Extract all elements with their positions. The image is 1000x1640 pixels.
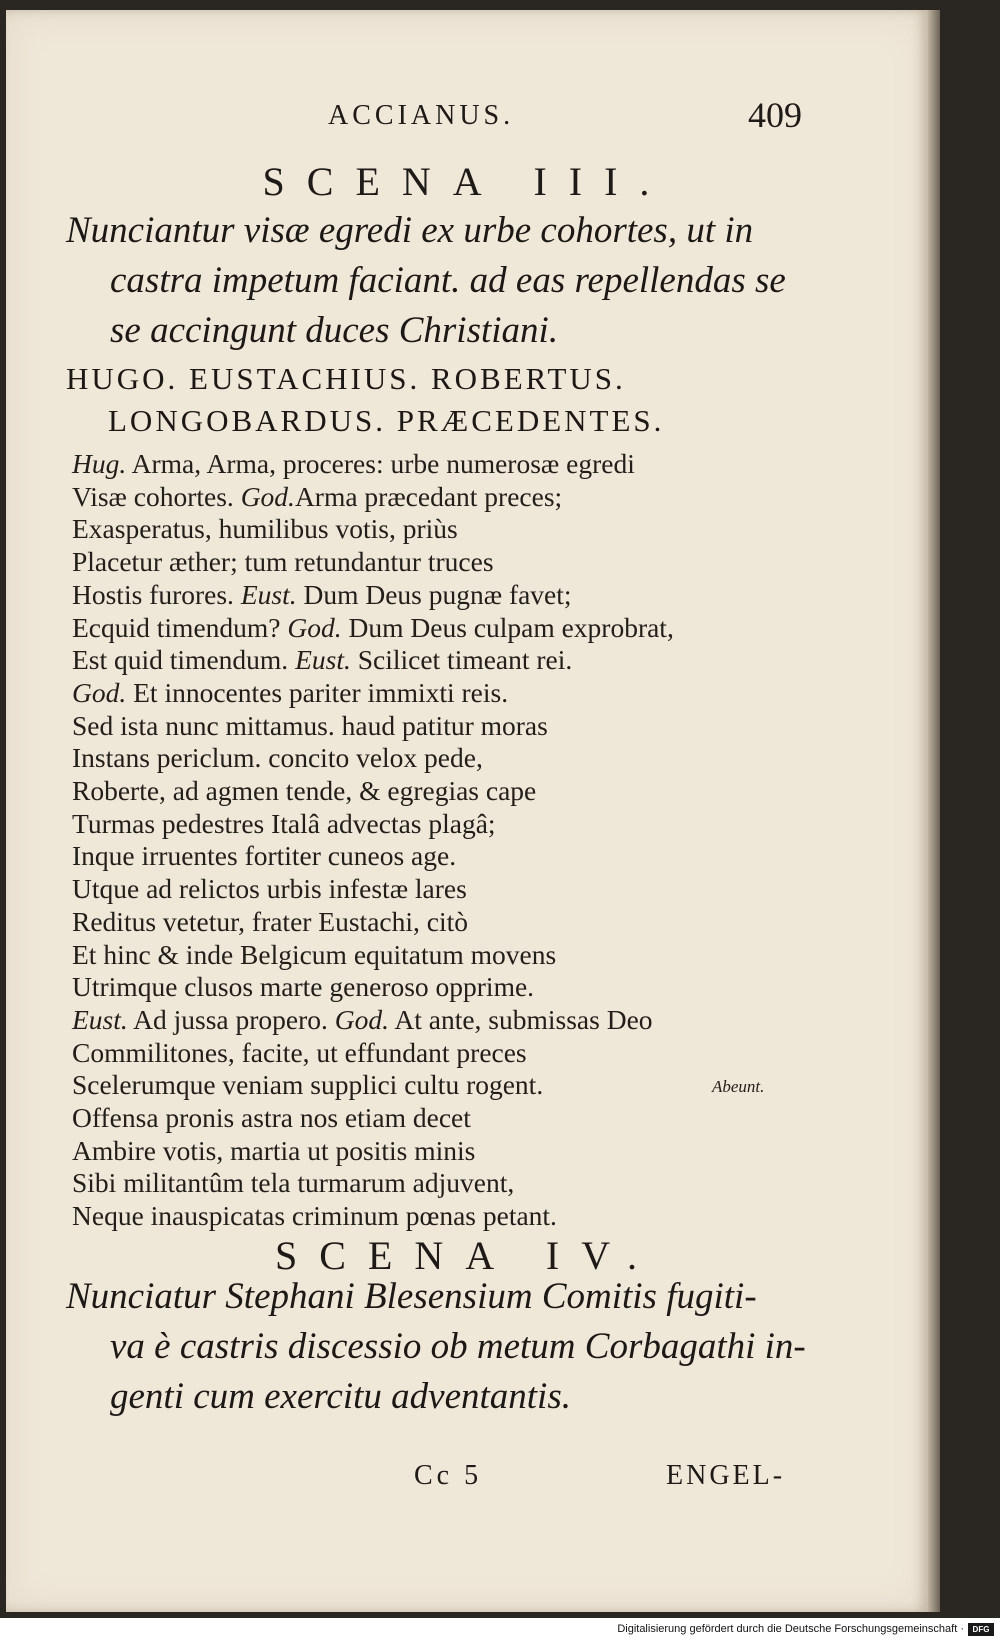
verse-text: Inque irruentes fortiter cuneos age. [72, 840, 457, 872]
verse-text: Utque ad relictos urbis infestæ lares [72, 873, 467, 905]
verse-text: Ecquid timendum? [72, 611, 288, 643]
argument-line: va è castris discessio ob metum Corbagathi in- [110, 1326, 806, 1367]
verse-line [72, 677, 832, 710]
verse-text: Scelerumque veniam supplici cultu rogent. [72, 1069, 544, 1101]
scene-heading-3: SCENA III. [262, 159, 672, 204]
verse-text: Hostis furores. [72, 578, 241, 610]
verse-text: Commilitones, facite, ut effundant preces [72, 1036, 527, 1068]
scene-argument-3 [66, 206, 826, 356]
verse-line [72, 513, 832, 546]
verse-text: Instans periclum. concito velox pede, [72, 742, 483, 774]
verse-text: Scilicet timeant rei. [350, 644, 573, 676]
verse-text: Arma, Arma, proceres: urbe numerosæ egredi [126, 448, 635, 479]
verse-text: Turmas pedestres Italâ advectas plagâ; [72, 807, 496, 839]
page-edge [928, 10, 940, 1612]
verse-line [72, 742, 832, 775]
running-title: ACCIANUS. [328, 100, 515, 131]
verse-line [72, 1004, 832, 1037]
scene-argument-4 [66, 1272, 826, 1422]
persons-line: HUGO. EUSTACHIUS. ROBERTUS. [66, 361, 626, 396]
verse-line [72, 808, 832, 841]
dfg-logo: DFG [968, 1623, 994, 1636]
verse-text: Dum Deus pugnæ favet; [296, 578, 572, 610]
verse-line [72, 612, 832, 645]
verse-line [72, 1200, 832, 1233]
verse-line [72, 644, 832, 677]
verse-line [72, 1037, 832, 1070]
verse-text: Neque inauspicatas criminum pœnas petant. [72, 1200, 557, 1232]
persons-line: LONGOBARDUS. PRÆCEDENTES. [108, 403, 665, 438]
verse-text: Dum Deus culpam exprobrat, [341, 611, 674, 643]
verse-text: Ad jussa propero. [127, 1003, 335, 1035]
book-page [6, 10, 928, 1612]
verse-line [72, 1167, 832, 1200]
scene-heading-4: SCENA IV. [275, 1233, 659, 1278]
speaker-name: Hug. [72, 448, 127, 479]
verse-line [72, 1069, 832, 1102]
argument-line: genti cum exercitu adventantis. [110, 1376, 571, 1417]
verse-block [72, 448, 832, 1233]
verse-text: Visæ cohortes. [72, 480, 241, 512]
verse-text: Est quid timendum. [72, 644, 296, 676]
verse-line [72, 448, 832, 481]
verse-text: Placetur æther; tum retundantur truces [72, 546, 494, 578]
speaker-name: God. [240, 480, 295, 512]
verse-line [72, 906, 832, 939]
verse-line [72, 939, 832, 972]
digitization-footer [0, 1620, 1000, 1640]
verse-text: Ambire votis, martia ut positis minis [72, 1134, 476, 1166]
verse-line [72, 546, 832, 579]
verse-text: At ante, submissas Deo [389, 1003, 653, 1035]
verse-line [72, 873, 832, 906]
catchword: ENGEL- [666, 1460, 786, 1491]
dramatis-personae [66, 358, 826, 442]
speaker-name: God. [72, 676, 127, 708]
verse-line [72, 840, 832, 873]
verse-text: Reditus vetetur, frater Eustachi, citò [72, 905, 468, 937]
verse-text: Offensa pronis astra nos etiam decet [72, 1102, 471, 1134]
verse-text: Exasperatus, humilibus votis, priùs [72, 513, 458, 545]
stage-direction: Abeunt. [712, 1077, 765, 1097]
verse-text: Arma præcedant preces; [294, 480, 563, 512]
verse-text: Sibi militantûm tela turmarum adjuvent, [72, 1167, 515, 1199]
verse-text: Sed ista nunc mittamus. haud patitur moras [72, 709, 548, 741]
verse-text: Et innocentes pariter immixti reis. [126, 676, 509, 708]
page-number: 409 [748, 95, 802, 135]
signature-mark: Cc 5 [414, 1460, 483, 1491]
verse-text: Roberte, ad agmen tende, & egregias cape [72, 775, 537, 807]
argument-line: se accingunt duces Christiani. [110, 310, 559, 351]
verse-line [72, 481, 832, 514]
speaker-name: God. [334, 1003, 390, 1035]
argument-line: Nunciatur Stephani Blesensium Comitis fugiti- [66, 1276, 757, 1317]
speaker-name: Eust. [72, 1003, 128, 1035]
verse-line [72, 971, 832, 1004]
verse-line [72, 775, 832, 808]
verse-line [72, 1102, 832, 1135]
verse-line [72, 710, 832, 743]
speaker-name: God. [287, 611, 342, 643]
argument-line: castra impetum faciant. ad eas repellendas se [110, 260, 786, 301]
speaker-name: Eust. [295, 644, 351, 676]
page-footer-line [6, 1460, 928, 1500]
funding-credit: Digitalisierung gefördert durch die Deutsche Forschungsgemeinschaft · [617, 1623, 964, 1635]
running-head [6, 95, 928, 140]
verse-line [72, 1135, 832, 1168]
verse-text: Utrimque clusos marte generoso opprime. [72, 971, 535, 1003]
verse-text: Et hinc & inde Belgicum equitatum movens [72, 938, 557, 970]
speaker-name: Eust. [240, 578, 297, 610]
verse-line [72, 579, 832, 612]
argument-line: Nunciantur visæ egredi ex urbe cohortes, ut in [66, 210, 754, 251]
